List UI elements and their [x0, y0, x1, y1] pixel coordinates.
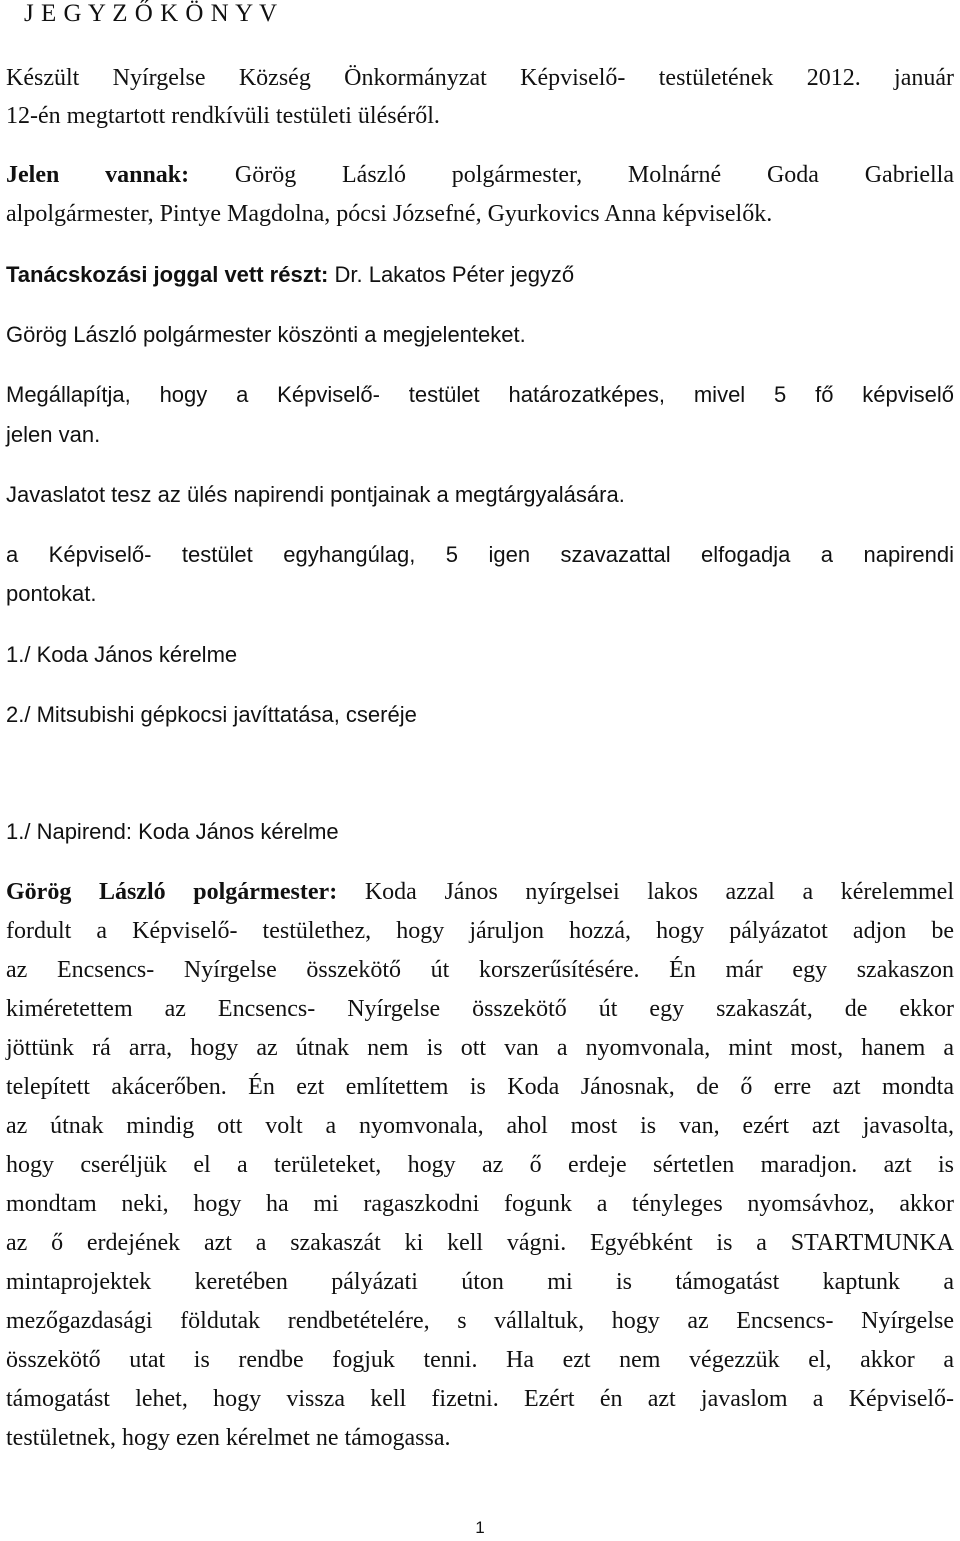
- intro-line-2: 12-én megtartott rendkívüli testületi üléséről.: [6, 103, 440, 129]
- greeting-line: Görög László polgármester köszönti a megjelenteket.: [6, 322, 526, 347]
- page-number: 1: [475, 1518, 485, 1537]
- speaker-label: Görög László polgármester:: [6, 879, 338, 905]
- speech-line: fordult a Képviselő- testülethez, hogy járuljon hozzá, hogy pályázatot adjon be: [6, 918, 954, 944]
- quorum-line-2: jelen van.: [6, 422, 101, 447]
- speech-line: jöttünk rá arra, hogy az útnak nem is ott van a nyomvonala, mint most, hanem a: [6, 1035, 954, 1061]
- speech-line: összekötő utat is rendbe fogjuk tenni. Ha ezt nem végezzük el, akkor a: [6, 1347, 954, 1373]
- speech-line: támogatást lehet, hogy vissza kell fizetni. Ezért én azt javaslom a Képviselő-: [6, 1386, 954, 1412]
- speech-line: az ő erdejének azt a szakaszát ki kell vágni. Egyébként is a STARTMUNKA: [6, 1230, 954, 1256]
- quorum-line-1: Megállapítja, hogy a Képviselő- testület határozatképes, mivel 5 fő képviselő: [6, 382, 954, 407]
- speech-line: mondtam neki, hogy ha mi ragaszkodni fogunk a tényleges nyomsávhoz, akkor: [6, 1191, 954, 1217]
- speech-line: Görög László polgármester: Koda János nyírgelsei lakos azzal a kérelemmel: [6, 879, 955, 905]
- agenda-item-2: 2./ Mitsubishi gépkocsi javíttatása, cseréje: [6, 702, 417, 727]
- speech-line: az Encsencs- Nyírgelse összekötő út korszerűsítésére. Én már egy szakaszon: [6, 957, 954, 983]
- speech-line: mezőgazdasági földutak rendbetételére, s vállaltuk, hogy az Encsencs- Nyírgelse: [6, 1308, 954, 1334]
- speech-line: hogy cseréljük el a területeket, hogy az ő erdeje sértetlen maradjon. azt is: [6, 1152, 954, 1178]
- adoption-line-2: pontokat.: [6, 581, 97, 606]
- intro-line-1: Készült Nyírgelse Község Önkormányzat Képviselő- testületének 2012. január: [6, 65, 954, 91]
- speech-line: az útnak mindig ott volt a nyomvonala, ahol most is van, ezért azt javasolta,: [6, 1113, 954, 1139]
- speech-line: kiméretettem az Encsencs- Nyírgelse összekötő út egy szakaszát, de ekkor: [6, 996, 954, 1022]
- speech-line: telepített akácerőben. Én ezt említettem is Koda Jánosnak, de ő erre azt mondta: [6, 1074, 954, 1100]
- present-line-1: Jelen vannak: Görög László polgármester, Molnárné Goda Gabriella: [6, 162, 954, 188]
- advisory-label: Tanácskozási joggal vett részt:: [6, 262, 329, 287]
- document-title: J E G Y Z Ő K Ö N Y V: [24, 0, 278, 27]
- agenda-item-heading: 1./ Napirend: Koda János kérelme: [6, 819, 339, 844]
- advisory-line: Tanácskozási joggal vett részt: Dr. Lakatos Péter jegyző: [6, 262, 575, 287]
- present-line-2: alpolgármester, Pintye Magdolna, pócsi Józsefné, Gyurkovics Anna képviselők.: [6, 201, 773, 227]
- agenda-item-1: 1./ Koda János kérelme: [6, 642, 238, 667]
- speech-line: testületnek, hogy ezen kérelmet ne támogassa.: [6, 1425, 451, 1451]
- proposal-line: Javaslatot tesz az ülés napirendi pontjainak a megtárgyalására.: [6, 482, 625, 507]
- adoption-line-1: a Képviselő- testület egyhangúlag, 5 igen szavazattal elfogadja a napirendi: [6, 542, 954, 567]
- present-label: Jelen vannak:: [6, 162, 190, 188]
- speech-line: mintaprojektek keretében pályázati úton mi is támogatást kaptunk a: [6, 1269, 954, 1295]
